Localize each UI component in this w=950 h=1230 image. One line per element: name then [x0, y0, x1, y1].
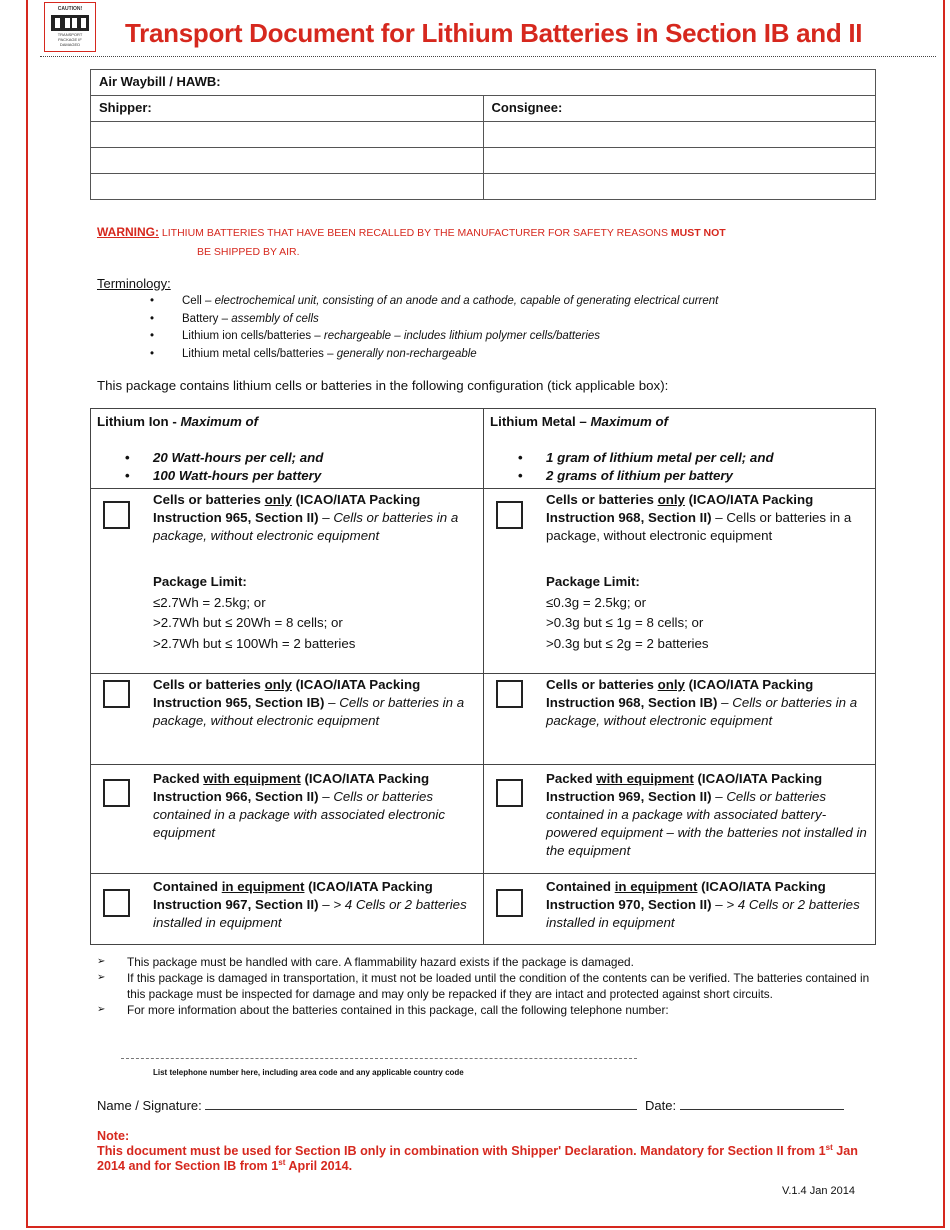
air-waybill-field[interactable]: Air Waybill / HAWB: [91, 70, 876, 96]
checkbox-pi968-ii[interactable] [496, 501, 523, 529]
date-label: Date: [645, 1098, 677, 1113]
consignee-line-1[interactable] [483, 122, 876, 148]
checkbox-pi966-ii[interactable] [103, 779, 130, 807]
shipper-label: Shipper: [91, 96, 484, 122]
title-divider [40, 56, 936, 57]
terminology-list [150, 293, 718, 363]
list-item: ➢ If this package is damaged in transportation, it must not be loaded until the condition of the contents can be verified. The batteries contained in this package must be inspected for damage and may only be repacked if they are intact and protected against short circuits. [97, 970, 877, 1002]
consignee-label: Consignee: [483, 96, 876, 122]
checkbox-pi968-ib[interactable] [496, 680, 523, 708]
list-item: • Lithium metal cells/batteries – generally non-rechargeable [150, 346, 718, 364]
lithium-metal-header: Lithium Metal – Maximum of • 1 gram of lithium metal per cell; and • 2 grams of lithium per battery [483, 409, 875, 488]
checkbox-pi965-ii[interactable] [103, 501, 130, 529]
phone-number-field[interactable] [121, 1058, 637, 1059]
shipper-line-2[interactable] [91, 148, 484, 174]
page-title: Transport Document for Lithium Batteries in Section IB and II [125, 18, 863, 48]
signature-row [97, 1098, 844, 1113]
option-pi966-section-ii: Packed with equipment (ICAO/IATA Packing Instruction 966, Section II) – Cells or batteries contained in a package with associated electronic equipment [91, 765, 483, 873]
list-item: • Battery – assembly of cells [150, 311, 718, 329]
logo-bottom-text: DO NOT LOAD OR TRANSPORT PACKAGE IF DAMAGED [52, 27, 88, 47]
handling-notes [97, 954, 877, 1018]
warning-emphasis: MUST NOT [670, 227, 726, 239]
list-item: ➢ For more information about the batteries contained in this package, call the following telephone number: [97, 1002, 877, 1018]
checkbox-pi967-ii[interactable] [103, 889, 130, 917]
checkbox-pi969-ii[interactable] [496, 779, 523, 807]
note-label: Note: [97, 1129, 130, 1143]
phone-caption: List telephone number here, including area code and any applicable country code [153, 1068, 464, 1077]
shipper-consignee-table [90, 69, 876, 200]
date-field[interactable] [680, 1098, 844, 1110]
lithium-ion-header: Lithium Ion - Maximum of • 20 Watt-hours per cell; and • 100 Watt-hours per battery [91, 409, 483, 488]
list-item: • Cell – electrochemical unit, consisting of an anode and a cathode, capable of generating electrical current [150, 293, 718, 311]
battery-configuration-grid [90, 408, 876, 945]
list-item: ➢ This package must be handled with care. A flammability hazard exists if the package is damaged. [97, 954, 877, 970]
consignee-line-3[interactable] [483, 174, 876, 200]
option-pi968-section-ii: Cells or batteries only (ICAO/IATA Packing Instruction 968, Section II) – Cells or batteries in a package, without electronic equipment Package Limit: ≤0.3g = 2.5kg; or >0.3g but ≤ 1g = 8 cells; or >0.3g but ≤ 2g = 2 batteries [483, 489, 875, 673]
name-signature-label: Name / Signature: [97, 1098, 202, 1113]
terminology-title: Terminology: [97, 276, 171, 291]
checkbox-pi965-ib[interactable] [103, 680, 130, 708]
option-pi965-section-ii: Cells or batteries only (ICAO/IATA Packing Instruction 965, Section II) – Cells or batteries in a package, without electronic equipment Package Limit: ≤2.7Wh = 2.5kg; or >2.7Wh but ≤ 20Wh = 8 cells; or >2.7Wh but ≤ 100Wh = 2 batteries [91, 489, 483, 673]
section-note [97, 1129, 877, 1174]
configuration-instruction: This package contains lithium cells or batteries in the following configuration (tick applicable box): [97, 378, 669, 393]
warning-text-2: BE SHIPPED BY AIR. [197, 246, 300, 258]
option-pi970-section-ii: Contained in equipment (ICAO/IATA Packing Instruction 970, Section II) – > 4 Cells or 2 batteries installed in equipment [483, 874, 875, 944]
name-signature-field[interactable] [205, 1098, 637, 1110]
note-text: This document must be used for Section IB only in combination with Shipper' Declaration. Mandatory for Section II from 1st Jan 2014 and for Section IB from 1st April 2014. [97, 1142, 858, 1173]
shipper-line-1[interactable] [91, 122, 484, 148]
version-label: V.1.4 Jan 2014 [782, 1185, 855, 1197]
recall-warning [97, 223, 867, 262]
consignee-line-2[interactable] [483, 148, 876, 174]
shipper-line-3[interactable] [91, 174, 484, 200]
list-item: • Lithium ion cells/batteries – rechargeable – includes lithium polymer cells/batteries [150, 328, 718, 346]
option-pi968-section-ib: Cells or batteries only (ICAO/IATA Packing Instruction 968, Section IB) – Cells or batteries in a package, without electronic equipment [483, 674, 875, 764]
option-pi967-section-ii: Contained in equipment (ICAO/IATA Packing Instruction 967, Section II) – > 4 Cells or 2 batteries installed in equipment [91, 874, 483, 944]
option-pi969-section-ii: Packed with equipment (ICAO/IATA Packing Instruction 969, Section II) – Cells or batteries contained in a package with associated battery-powered equipment – with the batteries not installed in the equipment [483, 765, 875, 873]
caution-label-logo [44, 2, 96, 52]
option-pi965-section-ib: Cells or batteries only (ICAO/IATA Packing Instruction 965, Section IB) – Cells or batteries in a package, without electronic equipment [91, 674, 483, 764]
warning-text: LITHIUM BATTERIES THAT HAVE BEEN RECALLED BY THE MANUFACTURER FOR SAFETY REASONS [161, 227, 668, 239]
logo-top-text: CAUTION! [57, 6, 83, 12]
checkbox-pi970-ii[interactable] [496, 889, 523, 917]
warning-label: WARNING: [97, 225, 159, 239]
